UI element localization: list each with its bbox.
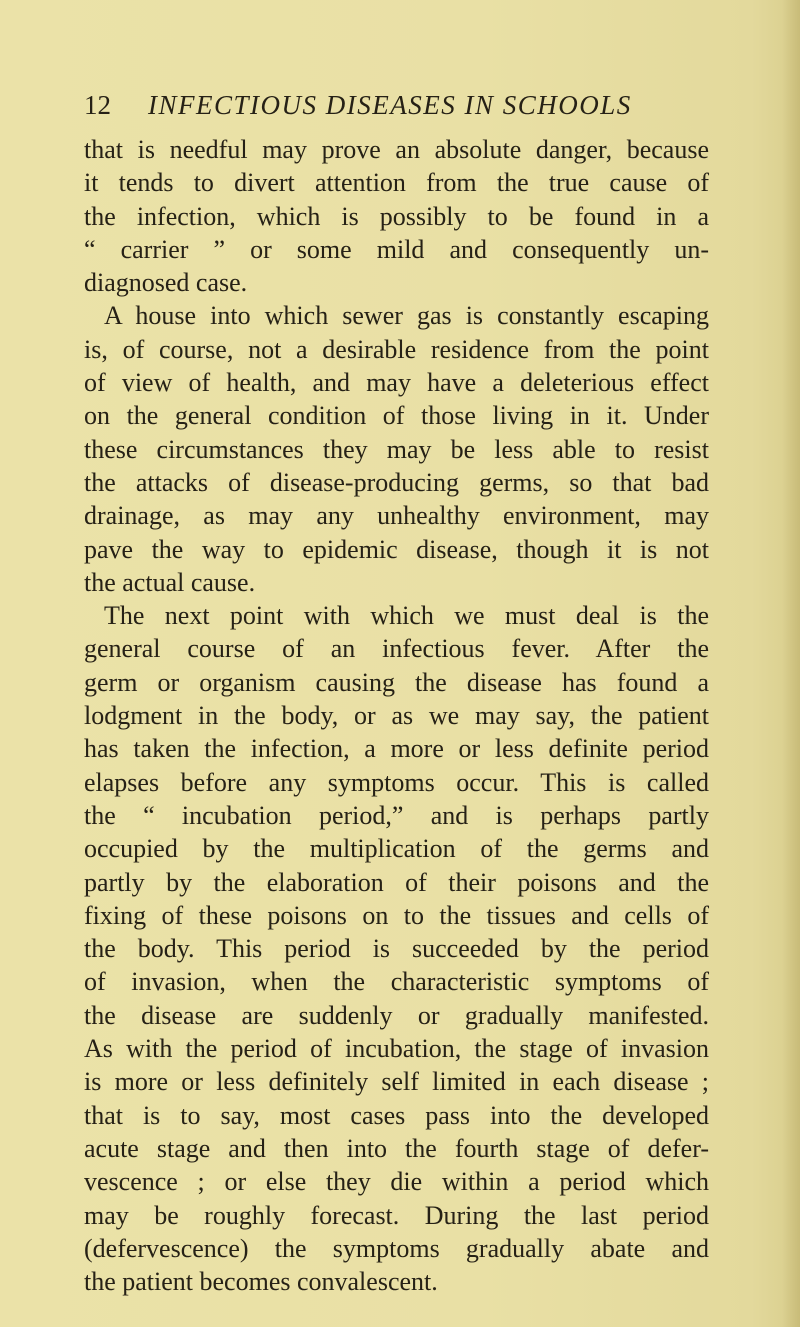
- text-line: that is needful may prove an absolute danger, because: [84, 135, 709, 164]
- running-title: INFECTIOUS DISEASES IN SCHOOLS: [148, 90, 632, 120]
- text-line: acute stage and then into the fourth stage of defer-: [84, 1133, 709, 1163]
- text-line: vescence ; or else they die within a period which: [84, 1167, 709, 1197]
- text-line: of view of health, and may have a deleterious effect: [84, 368, 709, 398]
- text-line: may be roughly forecast. During the last period: [84, 1200, 709, 1230]
- text-line: As with the period of incubation, the stage of invasion: [84, 1034, 709, 1064]
- text-line: general course of an infectious fever. After the: [84, 634, 709, 664]
- text-line: the infection, which is possibly to be found in a: [84, 201, 709, 231]
- text-line: occupied by the multiplication of the germs and: [84, 834, 709, 864]
- text-line: the actual cause.: [84, 567, 256, 597]
- page-edge-shadow: [782, 0, 800, 1327]
- text-line: drainage, as may any unhealthy environment, may: [84, 501, 709, 531]
- text-line: the disease are suddenly or gradually manifested.: [84, 1000, 709, 1030]
- text-line: elapses before any symptoms occur. This is called: [84, 767, 709, 797]
- text-line: is more or less definitely self limited in each disease ;: [84, 1067, 709, 1097]
- text-line: germ or organism causing the disease has found a: [84, 667, 709, 697]
- text-line: the attacks of disease-producing germs, so that bad: [84, 467, 709, 497]
- text-line: lodgment in the body, or as we may say, the patient: [84, 701, 709, 731]
- text-line: the body. This period is succeeded by the period: [84, 934, 709, 964]
- text-line: “ carrier ” or some mild and consequently un-: [84, 234, 709, 264]
- body-text: [84, 133, 709, 1298]
- text-line: of invasion, when the characteristic symptoms of: [84, 967, 709, 997]
- text-line: these circumstances they may be less able to resist: [84, 434, 709, 464]
- text-line: on the general condition of those living in it. Under: [84, 401, 709, 431]
- text-line: the patient becomes convalescent.: [84, 1267, 438, 1297]
- text-line: fixing of these poisons on to the tissues and cells of: [84, 900, 709, 930]
- text-line: diagnosed case.: [84, 268, 248, 298]
- page-number: 12: [84, 90, 111, 120]
- running-header: [84, 89, 684, 121]
- text-line: it tends to divert attention from the true cause of: [84, 168, 709, 198]
- text-line: the “ incubation period,” and is perhaps partly: [84, 800, 709, 830]
- text-line: partly by the elaboration of their poisons and the: [84, 867, 709, 897]
- text-line: pave the way to epidemic disease, though it is not: [84, 534, 709, 564]
- text-line: (defervescence) the symptoms gradually abate and: [84, 1233, 709, 1263]
- text-line: has taken the infection, a more or less definite period: [84, 734, 709, 764]
- text-line: The next point with which we must deal is the: [104, 601, 709, 631]
- text-line: is, of course, not a desirable residence from the point: [84, 334, 709, 364]
- text-line: that is to say, most cases pass into the developed: [84, 1100, 709, 1130]
- text-line: A house into which sewer gas is constantly escaping: [104, 301, 709, 331]
